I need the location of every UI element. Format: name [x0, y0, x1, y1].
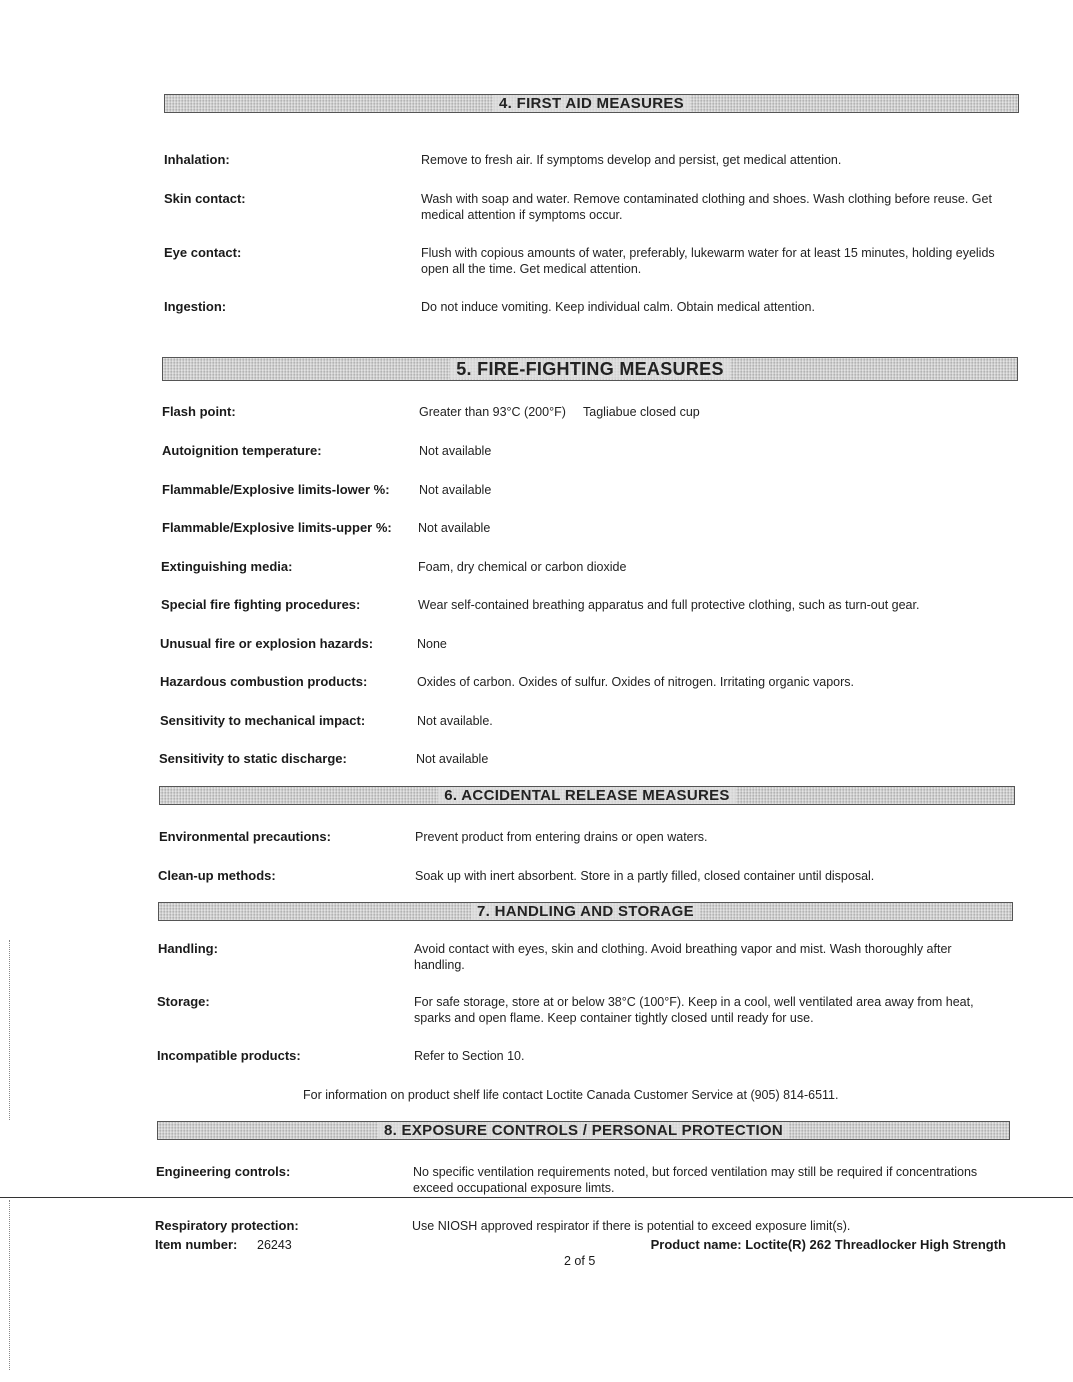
field-label-combustion-products: Hazardous combustion products: — [160, 674, 368, 689]
field-value-special-procedures: Wear self-contained breathing apparatus and full protective clothing, such as turn-out gear. — [418, 598, 920, 612]
field-value-extinguishing-media: Foam, dry chemical or carbon dioxide — [418, 560, 627, 574]
field-value-autoignition: Not available — [419, 444, 492, 458]
field-label-unusual-hazards: Unusual fire or explosion hazards: — [160, 636, 374, 651]
field-label-limits-lower: Flammable/Explosive limits-lower %: — [162, 482, 390, 497]
footer-item-number: 26243 — [257, 1238, 292, 1252]
field-value-unusual-hazards: None — [417, 637, 447, 651]
field-label-engineering-controls: Engineering controls: — [156, 1164, 291, 1179]
field-value-incompatible-products: Refer to Section 10. — [414, 1049, 525, 1063]
section-title: 8. EXPOSURE CONTROLS / PERSONAL PROTECTION — [378, 1122, 789, 1139]
field-label-inhalation: Inhalation: — [164, 152, 230, 167]
field-label-mechanical-impact: Sensitivity to mechanical impact: — [160, 713, 366, 728]
field-value-mechanical-impact: Not available. — [417, 714, 493, 728]
section-header-exposure-controls — [157, 1121, 1010, 1140]
section-header-handling-storage — [158, 902, 1013, 921]
field-value-flash-point: Greater than 93°C (200°F) Tagliabue closed cup — [419, 405, 700, 419]
footer-page-number: 2 of 5 — [564, 1254, 596, 1268]
field-label-storage: Storage: — [157, 994, 210, 1009]
field-label-handling: Handling: — [158, 941, 218, 956]
field-label-eye-contact: Eye contact: — [164, 245, 242, 260]
field-value-eye-contact: Flush with copious amounts of water, preferably, lukewarm water for at least 15 minutes, holding eyelids open all the time. Get medical attention. — [421, 246, 995, 276]
field-value-combustion-products: Oxides of carbon. Oxides of sulfur. Oxides of nitrogen. Irritating organic vapors. — [417, 675, 855, 689]
field-label-respiratory-protection: Respiratory protection: — [155, 1218, 299, 1233]
field-value-limits-upper: Not available — [418, 521, 491, 535]
section-title: 5. FIRE-FIGHTING MEASURES — [450, 359, 730, 379]
page-break-rule — [0, 1197, 1073, 1198]
field-value-limits-lower: Not available — [419, 483, 492, 497]
field-label-limits-upper: Flammable/Explosive limits-upper %: — [162, 520, 392, 535]
field-value-static-discharge: Not available — [416, 752, 489, 766]
section-title: 7. HANDLING AND STORAGE — [471, 903, 700, 920]
field-value-engineering-controls: No specific ventilation requirements noted, but forced ventilation may still be required if concentrations exceed occupational exposure limts. — [413, 1165, 978, 1195]
field-value-skin-contact: Wash with soap and water. Remove contaminated clothing and shoes. Wash clothing before reuse. Get medical attention if symptoms occur. — [421, 192, 992, 222]
footer-product-name: Product name: Loctite(R) 262 Threadlocker High Strength — [650, 1237, 1006, 1252]
shelf-life-note: For information on product shelf life contact Loctite Canada Customer Service at (905) 814-6511. — [303, 1088, 839, 1102]
field-value-storage: For safe storage, store at or below 38°C (100°F). Keep in a cool, well ventilated area away from heat, sparks and open flame. Keep container tightly closed until ready for use. — [414, 995, 974, 1025]
field-value-respiratory-protection: Use NIOSH approved respirator if there is potential to exceed exposure limit(s). — [412, 1219, 851, 1233]
field-label-environmental-precautions: Environmental precautions: — [159, 829, 331, 844]
field-label-extinguishing-media: Extinguishing media: — [161, 559, 293, 574]
section-title: 6. ACCIDENTAL RELEASE MEASURES — [438, 787, 735, 804]
field-value-cleanup-methods: Soak up with inert absorbent. Store in a partly filled, closed container until disposal. — [415, 869, 875, 883]
scan-margin-dots — [9, 940, 10, 1120]
field-label-flash-point: Flash point: — [162, 404, 236, 419]
footer-item-label: Item number: — [155, 1237, 238, 1252]
section-header-accidental-release — [159, 786, 1015, 805]
field-label-skin-contact: Skin contact: — [164, 191, 246, 206]
scan-margin-dots — [9, 1200, 10, 1370]
section-header-fire-fighting — [162, 357, 1018, 381]
field-value-inhalation: Remove to fresh air. If symptoms develop and persist, get medical attention. — [421, 153, 842, 167]
field-label-cleanup-methods: Clean-up methods: — [158, 868, 276, 883]
section-header-first-aid — [164, 94, 1019, 113]
field-value-environmental-precautions: Prevent product from entering drains or open waters. — [415, 830, 708, 844]
field-label-ingestion: Ingestion: — [164, 299, 227, 314]
field-label-special-procedures: Special fire fighting procedures: — [161, 597, 361, 612]
section-title: 4. FIRST AID MEASURES — [493, 95, 690, 112]
field-value-ingestion: Do not induce vomiting. Keep individual calm. Obtain medical attention. — [421, 300, 815, 314]
field-value-handling: Avoid contact with eyes, skin and clothing. Avoid breathing vapor and mist. Wash thoroughly after handling. — [414, 942, 952, 972]
field-label-static-discharge: Sensitivity to static discharge: — [159, 751, 347, 766]
field-label-autoignition: Autoignition temperature: — [162, 443, 322, 458]
field-label-incompatible-products: Incompatible products: — [157, 1048, 301, 1063]
